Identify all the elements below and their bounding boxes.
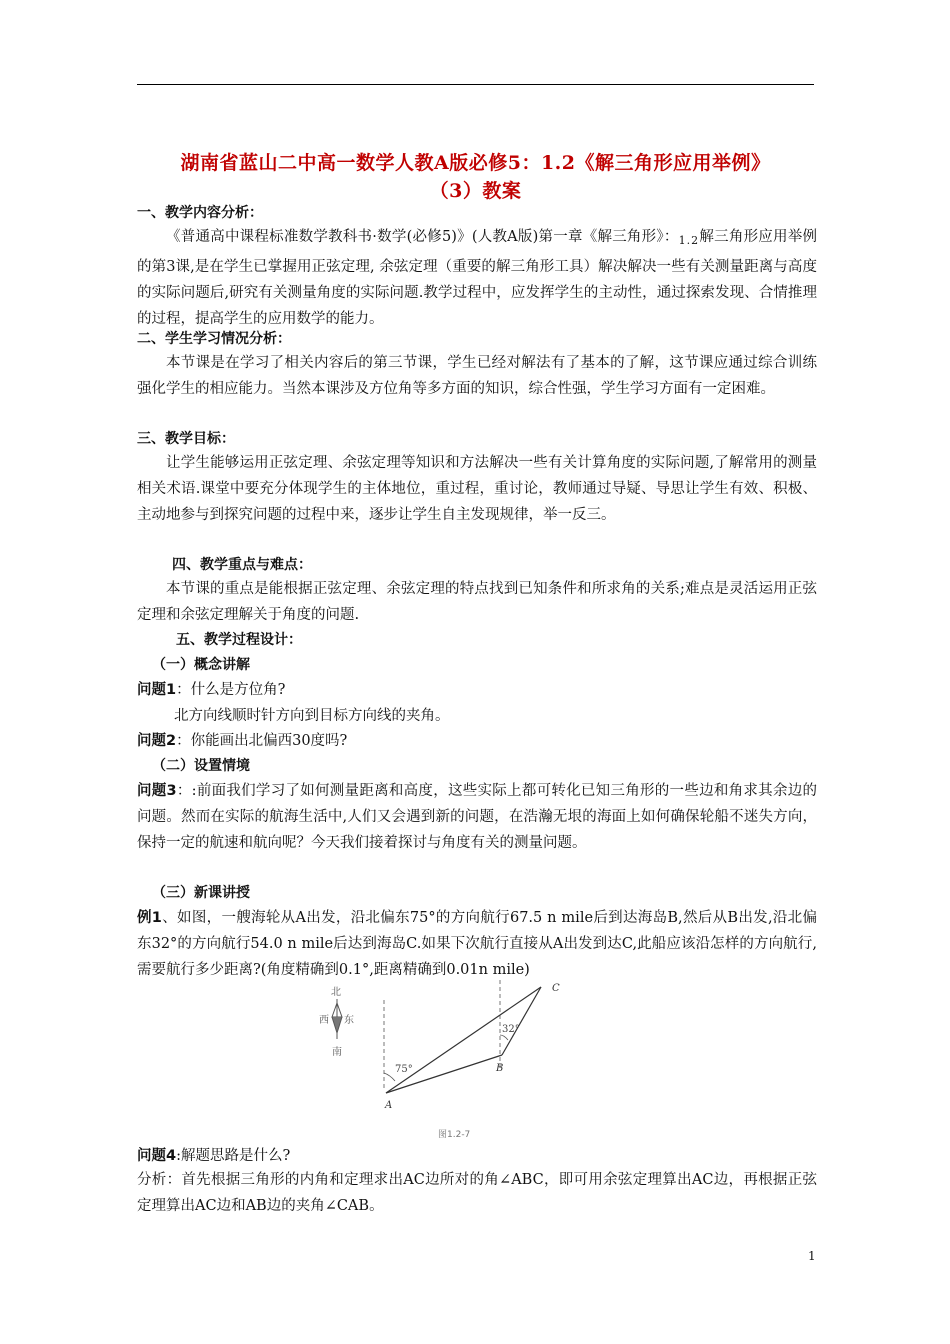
section-heading-student-analysis: 二、学生学习情况分析： — [137, 331, 291, 347]
paragraph-student-analysis: 本节课是在学习了相关内容后的第三节课，学生已经对解法有了基本的了解，这节课应通过综合训练强化学生的相应能力。当然本课涉及方位角等多方面的知识，综合性强，学生学习方面有一定困难。 — [137, 355, 817, 397]
example-1-label: 例1 — [137, 910, 162, 926]
para-part-b: 解三角形应用举例的第3课,是在学生已掌握用正弦定理, 余弦定理（重要的解三角形工具）解决解决一些有关测量距离与高度的实际问题后,研究有关测量角度的实际问题.教学过程中，应发挥学生的主动性，通过探索发现、合情推理的过程，提高学生的应用数学的能力。 — [137, 229, 818, 327]
para-part-a: 《普通高中课程标准数学教科书·数学(必修5)》(人教A版)第一章《解三角形》： — [166, 229, 679, 245]
document-title: 湖南省蓝山二中高一数学人教A版必修5：1.2《解三角形应用举例》 — [180, 152, 771, 174]
section-heading-content-analysis: 一、教学内容分析： — [137, 205, 263, 221]
section-number: 1.2 — [678, 234, 700, 247]
question-3 — [137, 778, 817, 856]
document-title-line2: （3）教案 — [429, 180, 522, 202]
point-a-label: A — [385, 1100, 393, 1111]
question-4-text: :解题思路是什么? — [176, 1148, 291, 1164]
section-heading-key-points: 四、教学重点与难点： — [172, 557, 312, 573]
header-rule — [137, 84, 814, 85]
figure-caption: 图1.2-7 — [438, 1130, 471, 1140]
angle-b-arc — [500, 1035, 508, 1040]
compass — [319, 986, 354, 1058]
page-number: 1 — [808, 1249, 816, 1263]
question-1-text: ：什么是方位角? — [176, 682, 286, 698]
subheading-concept: （一）概念讲解 — [152, 657, 250, 673]
example-1 — [137, 905, 817, 983]
answer-1: 北方向线顺时针方向到目标方向线的夹角。 — [174, 708, 450, 724]
compass-tail-icon — [332, 1017, 342, 1033]
angle-a-label: 75° — [395, 1064, 413, 1075]
point-c-label: C — [552, 983, 560, 994]
compass-west-label: 西 — [319, 1015, 329, 1026]
question-3-label: 问题3 — [137, 783, 177, 799]
question-2-text: ：你能画出北偏西30度吗? — [176, 733, 348, 749]
question-4-label: 问题4 — [137, 1148, 177, 1164]
compass-east-label: 东 — [344, 1015, 354, 1026]
angle-b-label: 32° — [502, 1024, 520, 1035]
paragraph-content-analysis — [137, 224, 817, 332]
subheading-scenario: （二）设置情境 — [152, 758, 250, 774]
example-1-text: 、如图，一艘海轮从A出发，沿北偏东75°的方向航行67.5 n mile后到达海岛B,然后从B出发,沿北偏东32°的方向航行54.0 n mile后达到海岛C.如果下次航行直接从A出发到达C,此船应该沿怎样的方向航行,需要航行多少距离?(角度精确到0.1°,距离精确到0.01n mile) — [137, 910, 817, 978]
section-heading-goals: 三、教学目标： — [137, 431, 235, 447]
analysis-paragraph: 分析：首先根据三角形的内角和定理求出AC边所对的角∠ABC，即可用余弦定理算出AC边，再根据正弦定理算出AC边和AB边的夹角∠CAB。 — [137, 1172, 817, 1214]
compass-north-label: 北 — [331, 987, 341, 998]
navigation-figure — [316, 975, 600, 1140]
point-b-label: B — [496, 1063, 504, 1074]
question-4 — [137, 1143, 817, 1169]
angle-a-arc — [384, 1073, 395, 1081]
subheading-new-lesson: （三）新课讲授 — [152, 885, 250, 901]
question-1-label: 问题1 — [137, 682, 177, 698]
question-2 — [137, 728, 817, 754]
paragraph-goals: 让学生能够运用正弦定理、余弦定理等知识和方法解决一些有关计算角度的实际问题,了解常用的测量相关术语.课堂中要充分体现学生的主体地位，重过程，重讨论，教师通过导疑、导思让学生有效、积极、主动地参与到探究问题的过程中来，逐步让学生自主发现规律，举一反三。 — [137, 455, 817, 523]
section-heading-process: 五、教学过程设计： — [176, 632, 302, 648]
compass-south-label: 南 — [332, 1047, 342, 1058]
question-2-label: 问题2 — [137, 733, 177, 749]
segment-bc — [502, 987, 541, 1055]
question-3-text: ：:前面我们学习了如何测量距离和高度，这些实际上都可转化已知三角形的一些边和角求其余边的问题。然而在实际的航海生活中,人们又会遇到新的问题，在浩瀚无垠的海面上如何确保轮船不迷失方向，保持一定的航速和航向呢？今天我们接着探讨与角度有关的测量问题。 — [137, 783, 817, 851]
paragraph-key-points: 本节课的重点是能根据正弦定理、余弦定理的特点找到已知条件和所求角的关系;难点是灵活运用正弦定理和余弦定理解关于角度的问题. — [137, 581, 817, 623]
segment-ac — [386, 987, 541, 1093]
question-1 — [137, 677, 817, 703]
